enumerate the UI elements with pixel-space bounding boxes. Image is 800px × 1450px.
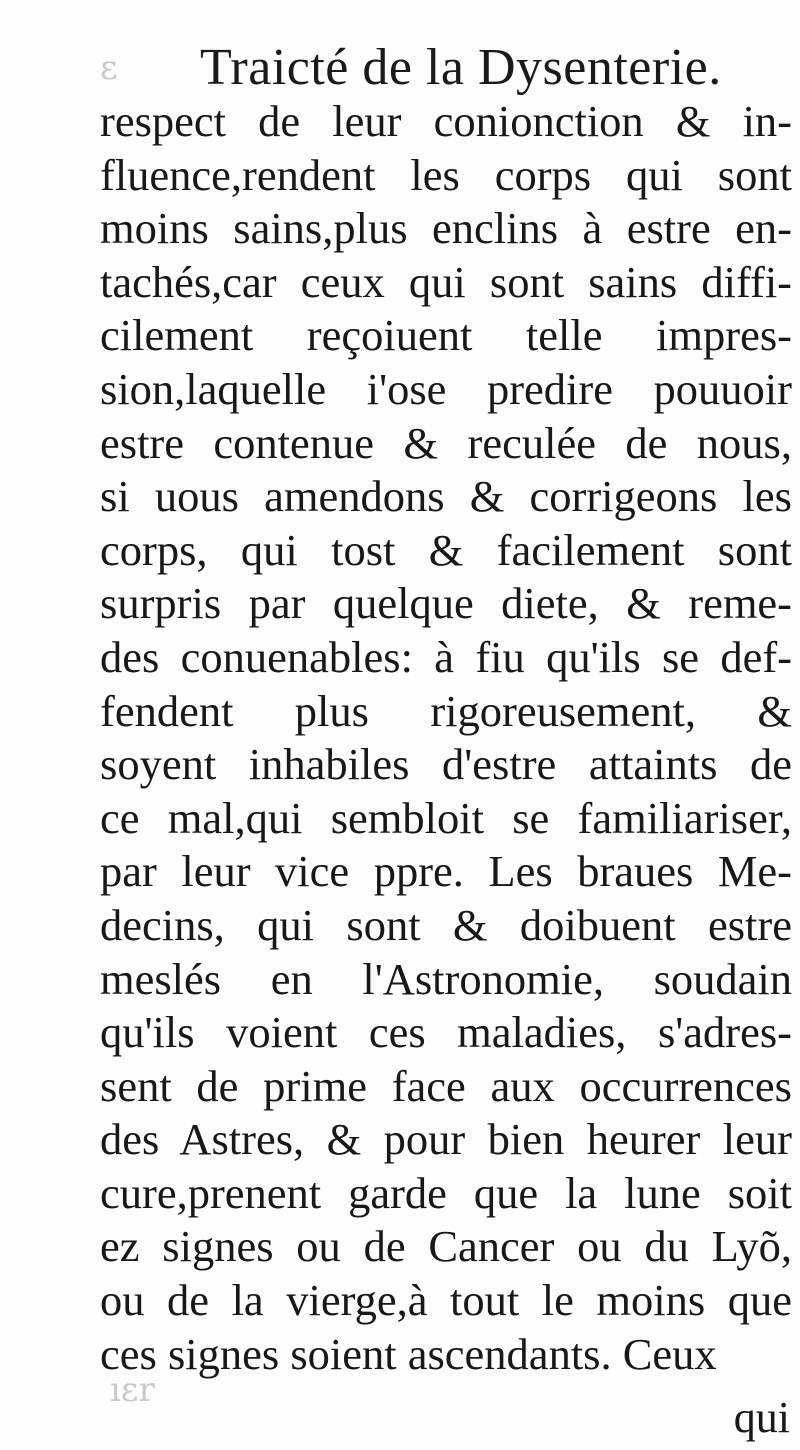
bleed-through-mark: ıɛr bbox=[110, 1370, 155, 1410]
body-text bbox=[100, 95, 792, 1381]
text-line: qu'ils voient ces maladies, s'adres- bbox=[100, 1007, 792, 1058]
text-line: sent de prime face aux occurrences bbox=[100, 1060, 792, 1111]
text-line: des conuenables: à fiu qu'ils se def- bbox=[100, 631, 792, 682]
text-line: cilement reçoiuent telle impres- bbox=[100, 310, 792, 361]
bleed-through-mark: ɛ bbox=[100, 48, 118, 88]
text-line: tachés,car ceux qui sont sains diffi- bbox=[100, 256, 792, 307]
text-line: surpris par quelque diete, & reme- bbox=[100, 578, 792, 629]
text-line: decins, qui sont & doibuent estre bbox=[100, 899, 792, 950]
text-line: par leur vice ppre. Les braues Me- bbox=[100, 846, 792, 897]
text-line: corps, qui tost & facilement sont bbox=[100, 524, 792, 575]
text-line: ez signes ou de Cancer ou du Lyõ, bbox=[100, 1221, 792, 1272]
text-line: moins sains,plus enclins à estre en- bbox=[100, 203, 792, 254]
catchword: qui bbox=[733, 1393, 790, 1442]
text-line: sion,laquelle i'ose predire pouuoir bbox=[100, 363, 792, 414]
text-line: respect de leur conionction & in- bbox=[100, 96, 792, 146]
text-line: meslés en l'Astronomie, soudain bbox=[100, 953, 792, 1004]
running-head: Traicté de la Dysenterie. bbox=[200, 39, 722, 96]
text-line: ou de la vierge,à tout le moins que bbox=[100, 1275, 792, 1326]
text-line: ces signes soient ascendants. Ceux bbox=[100, 1328, 717, 1379]
text-line: des Astres, & pour bien heurer leur bbox=[100, 1114, 792, 1165]
text-line: fendent plus rigoreusement, & bbox=[100, 685, 792, 736]
text-line: si uous amendons & corrigeons les bbox=[100, 471, 792, 522]
text-line: soyent inhabiles d'estre attaints de bbox=[100, 739, 792, 790]
text-line: ce mal,qui sembloit se familiariser, bbox=[100, 792, 792, 843]
text-line: cure,prenent garde que la lune soit bbox=[100, 1167, 792, 1218]
text-line: fluence,rendent les corps qui sont bbox=[100, 149, 792, 200]
text-line: estre contenue & reculée de nous, bbox=[100, 417, 792, 468]
